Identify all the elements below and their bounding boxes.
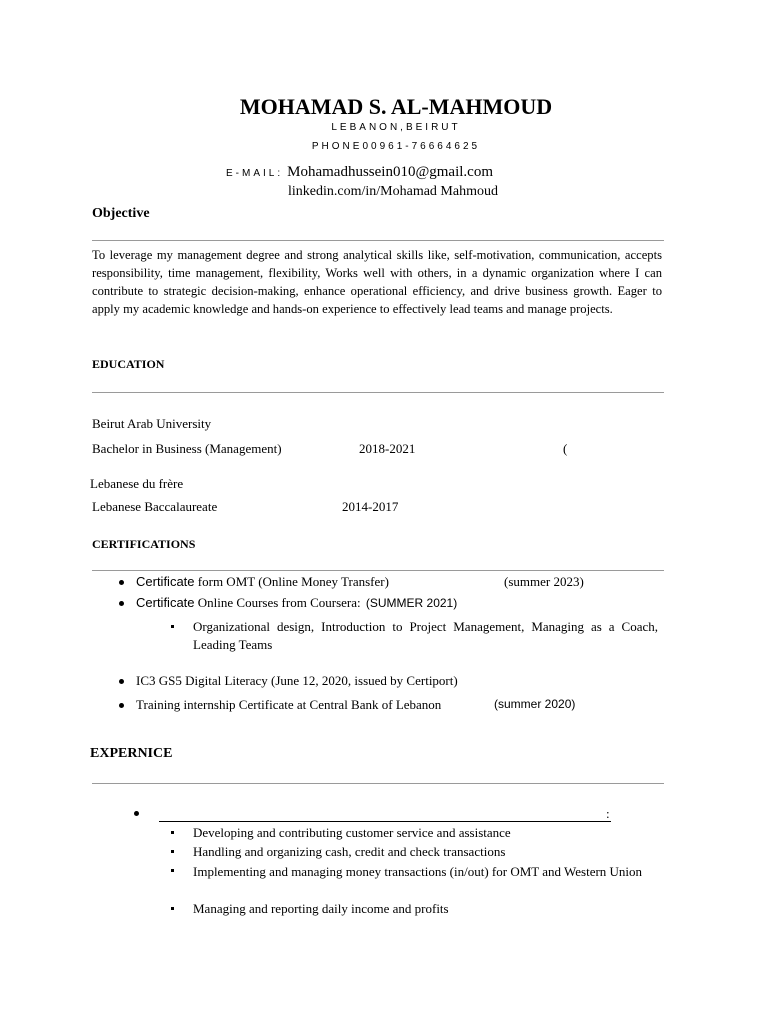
divider [92, 392, 664, 393]
sub-bullet-icon [171, 850, 174, 853]
bullet-icon [119, 601, 124, 606]
email-line [226, 163, 493, 181]
experience-duty: Handling and organizing cash, credit and check transactions [193, 844, 506, 859]
sub-bullet-icon [171, 625, 174, 628]
education-extra: ( [563, 441, 568, 456]
bullet-icon [134, 811, 139, 816]
job-title-colon: : [606, 806, 610, 821]
education-years: 2014-2017 [342, 499, 399, 514]
experience-duty: Managing and reporting daily income and profits [193, 901, 449, 916]
certification-date: (SUMMER 2021) [365, 596, 458, 610]
location: LEBANON,BEIRUT [331, 122, 461, 133]
certification-item: IC3 GS5 Digital Literacy (June 12, 2020, issued by Certiport) [136, 673, 458, 688]
coursera-courses: Organizational design, Introduction to Project Management, Managing as a Coach, Leading Teams [193, 619, 658, 652]
certification-text: Online Courses from Coursera: [194, 595, 361, 610]
bullet-icon [119, 703, 124, 708]
experience-heading: EXPERNICE [90, 746, 173, 761]
resume-name: MOHAMAD S. AL-MAHMOUD [239, 94, 553, 119]
certification-text: form OMT (Online Money Transfer) [194, 574, 389, 589]
divider [92, 240, 664, 241]
objective-text: To leverage my management degree and strong analytical skills like, self-motivation, communication, accepts responsibility, time management, flexibility, Works well with others, in a dynamic organization where I can contribute to strategic decision-making, enhance operational efficiency, and drive business growth. Eager to apply my academic knowledge and hands-on experience to effectively lead teams and manage projects. [92, 248, 662, 316]
education-school: Beirut Arab University [92, 416, 212, 431]
bullet-icon [119, 679, 124, 684]
email-label: E-MAIL: [226, 168, 284, 179]
objective-heading: Objective [92, 206, 150, 221]
education-heading: EDUCATION [92, 357, 165, 371]
certification-date: (summer 2023) [504, 574, 584, 589]
linkedin[interactable]: linkedin.com/in/Mohamad Mahmoud [288, 184, 498, 199]
experience-duty: Implementing and managing money transactions (in/out) for OMT and Western Union [193, 864, 643, 879]
education-degree: Bachelor in Business (Management) [92, 441, 282, 456]
certification-prefix: Certificate [136, 595, 195, 610]
phone: PHONE00961-76664625 [311, 141, 481, 152]
certification-date: (summer 2020) [494, 697, 576, 711]
sub-bullet-icon [171, 907, 174, 910]
certification-prefix: Certificate [136, 574, 195, 589]
certification-item [136, 574, 389, 590]
education-degree: Lebanese Baccalaureate [92, 499, 218, 514]
sub-bullet-icon [171, 869, 174, 872]
divider [92, 783, 664, 784]
certification-item: Training internship Certificate at Central Bank of Lebanon [136, 697, 442, 712]
sub-bullet-icon [171, 831, 174, 834]
certification-item [136, 595, 457, 611]
bullet-icon [119, 580, 124, 585]
job-title-blank [159, 821, 611, 822]
experience-duty: Developing and contributing customer service and assistance [193, 825, 511, 840]
certifications-heading: CERTIFICATIONS [92, 537, 196, 551]
email-address[interactable]: Mohamadhussein010@gmail.com [287, 164, 493, 180]
divider [92, 570, 664, 571]
education-school: Lebanese du frère [90, 476, 184, 491]
education-years: 2018-2021 [359, 441, 416, 456]
